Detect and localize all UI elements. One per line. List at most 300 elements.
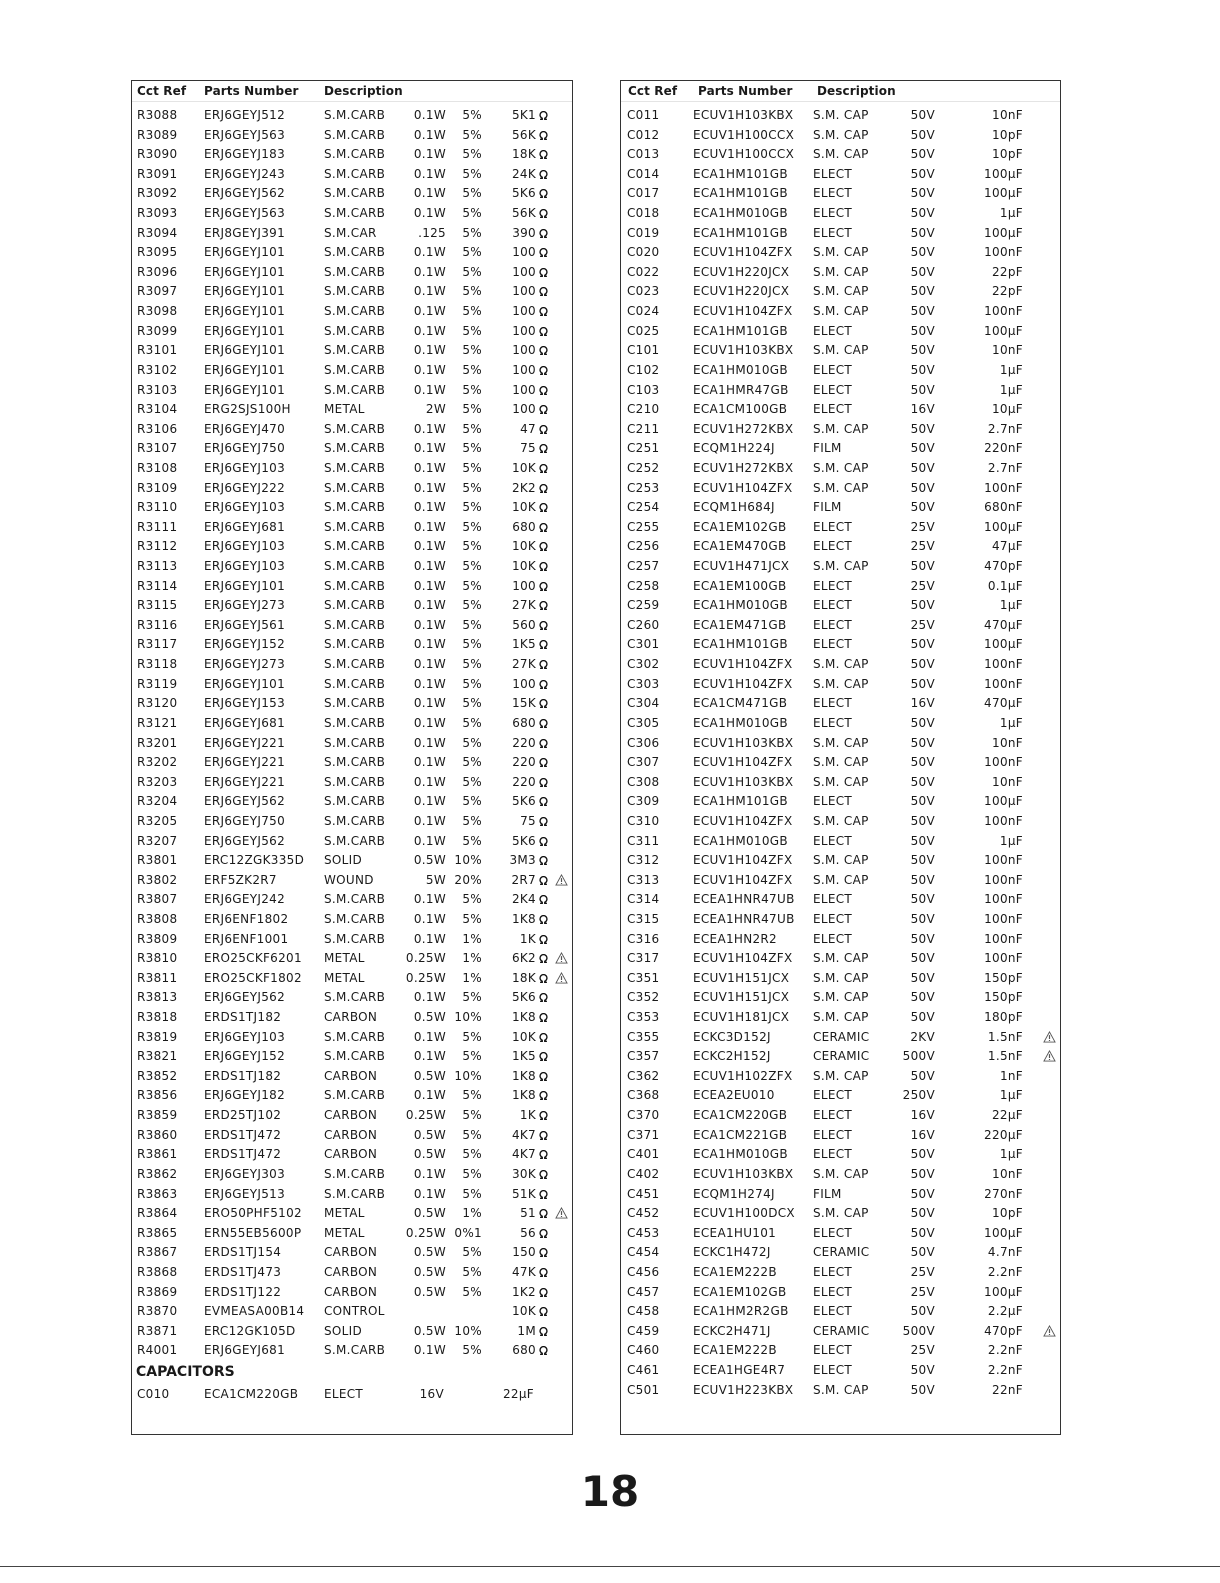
table-row bbox=[132, 714, 572, 734]
parts-number: ECUV1H104ZFX bbox=[693, 657, 793, 672]
description: METAL bbox=[324, 951, 365, 966]
parts-number: ERO25CKF1802 bbox=[204, 970, 302, 985]
rating: 0.1W bbox=[413, 1088, 446, 1103]
value: 4.7nF bbox=[987, 1245, 1023, 1260]
table-row bbox=[132, 400, 572, 420]
rating: 0.1W bbox=[413, 284, 446, 299]
cct-ref: C355 bbox=[627, 1029, 660, 1044]
cct-ref: C315 bbox=[627, 911, 660, 926]
rating: 0.1W bbox=[413, 166, 446, 181]
parts-number: ECUV1H104ZFX bbox=[693, 676, 793, 691]
cct-ref: R3088 bbox=[137, 108, 178, 122]
parts-number: ERJ6GEYJ562 bbox=[204, 186, 286, 201]
rating: 0.5W bbox=[413, 1127, 446, 1142]
parts-number: ECA1EM100GB bbox=[693, 578, 787, 593]
table-row bbox=[621, 832, 1060, 852]
cct-ref: C351 bbox=[627, 970, 660, 985]
tolerance: 1% bbox=[462, 970, 482, 985]
table-row bbox=[621, 930, 1060, 950]
rating: 0.1W bbox=[413, 245, 446, 260]
value: 100 bbox=[512, 284, 536, 299]
table-row bbox=[621, 1086, 1060, 1106]
rating: 50V bbox=[910, 833, 935, 848]
cct-ref: C301 bbox=[627, 637, 660, 652]
description: S.M.CARB bbox=[324, 460, 386, 475]
table-row bbox=[621, 518, 1060, 538]
rating: 50V bbox=[910, 1206, 935, 1221]
cct-ref: R3102 bbox=[137, 362, 178, 377]
description: CERAMIC bbox=[813, 1323, 870, 1338]
rating: 50V bbox=[910, 362, 935, 377]
tolerance: 5% bbox=[462, 127, 482, 142]
cct-ref: R3810 bbox=[137, 951, 178, 966]
table-row bbox=[621, 1106, 1060, 1126]
cct-ref: R3811 bbox=[137, 970, 178, 985]
value: 10nF bbox=[992, 108, 1023, 122]
cct-ref: R3802 bbox=[137, 872, 178, 887]
cct-ref: C253 bbox=[627, 480, 660, 495]
cct-ref: C402 bbox=[627, 1166, 660, 1181]
cct-ref: R3115 bbox=[137, 598, 178, 613]
cct-ref: C014 bbox=[627, 166, 660, 181]
value: 100µF bbox=[984, 1225, 1023, 1240]
parts-number: ERF5ZK2R7 bbox=[204, 872, 277, 887]
table-row bbox=[621, 1224, 1060, 1244]
value: 10pF bbox=[992, 127, 1023, 142]
rating: 50V bbox=[910, 147, 935, 162]
table-row bbox=[132, 420, 572, 440]
description: S.M.CARB bbox=[324, 911, 386, 926]
rating: 0.1W bbox=[413, 813, 446, 828]
cct-ref: C017 bbox=[627, 186, 660, 201]
parts-number: ECEA1HNR47UB bbox=[693, 911, 795, 926]
cct-ref: C103 bbox=[627, 382, 660, 397]
parts-number: ECUV1H151JCX bbox=[693, 970, 790, 985]
rating: 16V bbox=[910, 402, 935, 417]
parts-number: ECUV1H220JCX bbox=[693, 264, 790, 279]
cct-ref: R3112 bbox=[137, 539, 178, 554]
tolerance: 20% bbox=[454, 872, 482, 887]
rating: 50V bbox=[910, 637, 935, 652]
value: 5K6 bbox=[511, 833, 536, 848]
parts-number: ERJ6GEYJ221 bbox=[204, 774, 286, 789]
tolerance: 5% bbox=[462, 1166, 482, 1181]
parts-number: ERDS1TJ154 bbox=[204, 1245, 282, 1260]
cct-ref: C370 bbox=[627, 1108, 660, 1123]
parts-number: ECUV1H104ZFX bbox=[693, 853, 793, 868]
parts-number: ERJ6GEYJ303 bbox=[204, 1166, 286, 1181]
value: 100nF bbox=[984, 657, 1023, 672]
description: ELECT bbox=[813, 323, 853, 338]
value: 220µF bbox=[984, 1127, 1023, 1142]
tolerance: 5% bbox=[462, 578, 482, 593]
table-row bbox=[621, 1008, 1060, 1028]
cct-ref: R3114 bbox=[137, 578, 178, 593]
description: S.M. CAP bbox=[813, 1166, 869, 1181]
value: 47K bbox=[511, 1264, 536, 1279]
table-row bbox=[621, 988, 1060, 1008]
value: 100 bbox=[512, 676, 536, 691]
description: ELECT bbox=[813, 206, 853, 221]
rating: 50V bbox=[910, 284, 935, 299]
tolerance: 5% bbox=[462, 715, 482, 730]
table-row bbox=[621, 792, 1060, 812]
capacitor-parts-table bbox=[620, 80, 1061, 1435]
tolerance: 5% bbox=[462, 637, 482, 652]
table-row bbox=[132, 126, 572, 146]
tolerance: 5% bbox=[462, 245, 482, 260]
ohm-icon bbox=[539, 1327, 548, 1336]
table-row bbox=[132, 1067, 572, 1087]
parts-number: ECUV1H104ZFX bbox=[693, 755, 793, 770]
table-row bbox=[621, 243, 1060, 263]
description: S.M. CAP bbox=[813, 990, 869, 1005]
value: 100 bbox=[512, 402, 536, 417]
description: S.M. CAP bbox=[813, 108, 869, 122]
description: S.M. CAP bbox=[813, 872, 869, 887]
ohm-icon bbox=[539, 307, 548, 316]
cct-ref: R3801 bbox=[137, 853, 178, 868]
rating: 50V bbox=[910, 480, 935, 495]
cct-ref: R3118 bbox=[137, 657, 178, 672]
parts-number: ECA1HM101GB bbox=[693, 225, 788, 240]
parts-number: ERJ6GEYJ153 bbox=[204, 696, 286, 711]
cct-ref: R3092 bbox=[137, 186, 178, 201]
parts-number: ERO50PHF5102 bbox=[204, 1206, 302, 1221]
rating: 50V bbox=[910, 1186, 935, 1201]
cct-ref: R3091 bbox=[137, 166, 178, 181]
warning-icon bbox=[1043, 1050, 1056, 1062]
tolerance: 5% bbox=[462, 284, 482, 299]
cct-ref: R3202 bbox=[137, 755, 178, 770]
description: S.M.CARB bbox=[324, 539, 386, 554]
rating: 25V bbox=[910, 1343, 935, 1358]
cct-ref: C023 bbox=[627, 284, 660, 299]
table-row bbox=[132, 302, 572, 322]
value: 1K5 bbox=[511, 1049, 536, 1064]
ohm-icon bbox=[539, 582, 548, 591]
table-row bbox=[621, 479, 1060, 499]
description: S.M.CARB bbox=[324, 813, 386, 828]
parts-number: ECUV1H181JCX bbox=[693, 1010, 790, 1025]
table-row bbox=[132, 1341, 572, 1361]
table-row bbox=[621, 734, 1060, 754]
description: ELECT bbox=[813, 794, 853, 809]
rating: 0.1W bbox=[413, 362, 446, 377]
parts-number: ERJ6GEYJ183 bbox=[204, 147, 286, 162]
tolerance: 5% bbox=[462, 225, 482, 240]
parts-number: ECA1EM471GB bbox=[693, 617, 787, 632]
cct-ref: R3207 bbox=[137, 833, 178, 848]
parts-number: ERD25TJ102 bbox=[204, 1108, 282, 1123]
cct-ref: C303 bbox=[627, 676, 660, 691]
rating: 50V bbox=[910, 421, 935, 436]
value: 100 bbox=[512, 323, 536, 338]
table-row bbox=[621, 890, 1060, 910]
value: 150 bbox=[512, 1245, 536, 1260]
cct-ref: R3852 bbox=[137, 1068, 178, 1083]
value: 10K bbox=[511, 539, 536, 554]
cct-ref: R3113 bbox=[137, 559, 178, 574]
table-row bbox=[132, 1224, 572, 1244]
value: 150pF bbox=[984, 990, 1023, 1005]
rating: 0.25W bbox=[405, 951, 446, 966]
table-row bbox=[132, 596, 572, 616]
value: 0.1µF bbox=[987, 578, 1023, 593]
value: 5K1 bbox=[511, 108, 536, 122]
rating: 0.1W bbox=[413, 696, 446, 711]
table-row bbox=[132, 577, 572, 597]
table-row bbox=[621, 655, 1060, 675]
tolerance: 5% bbox=[462, 676, 482, 691]
parts-number: ECA1HM010GB bbox=[693, 206, 788, 221]
rating: 50V bbox=[910, 1382, 935, 1397]
value: 22pF bbox=[992, 284, 1023, 299]
parts-number: ECA1HM010GB bbox=[693, 1147, 788, 1162]
value: 1µF bbox=[999, 1147, 1023, 1162]
cct-ref: R3108 bbox=[137, 460, 178, 475]
table-row bbox=[132, 518, 572, 538]
description: S.M.CARB bbox=[324, 382, 386, 397]
cct-ref: C304 bbox=[627, 696, 660, 711]
parts-number: ERJ6GEYJ101 bbox=[204, 304, 286, 319]
rating: 0.1W bbox=[413, 1029, 446, 1044]
value: 10pF bbox=[992, 147, 1023, 162]
tolerance: 1% bbox=[462, 1206, 482, 1221]
description: ELECT bbox=[813, 1284, 853, 1299]
parts-number: ECUV1H104ZFX bbox=[693, 245, 793, 260]
table-row bbox=[132, 1028, 572, 1048]
parts-number: ERJ6GEYJ103 bbox=[204, 1029, 286, 1044]
table-row bbox=[132, 930, 572, 950]
rating: 0.1W bbox=[413, 657, 446, 672]
rating: 50V bbox=[910, 323, 935, 338]
description: S.M.CARB bbox=[324, 598, 386, 613]
ohm-icon bbox=[539, 1170, 548, 1179]
ohm-icon bbox=[539, 170, 548, 179]
parts-number: ECA1HM101GB bbox=[693, 166, 788, 181]
rating: 0.1W bbox=[413, 264, 446, 279]
parts-number: ERJ6GEYJ562 bbox=[204, 833, 286, 848]
description: S.M. CAP bbox=[813, 970, 869, 985]
value: 220 bbox=[512, 735, 536, 750]
cct-ref: C011 bbox=[627, 108, 660, 122]
parts-number: ERJ6GEYJ103 bbox=[204, 460, 286, 475]
value: 6K2 bbox=[511, 951, 536, 966]
description: S.M.CARB bbox=[324, 735, 386, 750]
table-row bbox=[132, 616, 572, 636]
ohm-icon bbox=[539, 680, 548, 689]
rating: 0.1W bbox=[413, 715, 446, 730]
cct-ref: R3104 bbox=[137, 402, 178, 417]
description: ELECT bbox=[813, 598, 853, 613]
parts-number: ECA1EM102GB bbox=[693, 519, 787, 534]
description: S.M. CAP bbox=[813, 264, 869, 279]
table-row bbox=[132, 537, 572, 557]
value: 18K bbox=[511, 970, 536, 985]
value: 680 bbox=[512, 1343, 536, 1358]
value: 22µF bbox=[991, 1108, 1023, 1123]
ohm-icon bbox=[539, 229, 548, 238]
description: ELECT bbox=[813, 362, 853, 377]
description: S.M.CARB bbox=[324, 206, 386, 221]
table-row bbox=[132, 1263, 572, 1283]
cct-ref: R3121 bbox=[137, 715, 178, 730]
table-row bbox=[621, 871, 1060, 891]
cct-ref: C461 bbox=[627, 1363, 660, 1377]
value: 1K8 bbox=[511, 1010, 536, 1025]
description: S.M. CAP bbox=[813, 1010, 869, 1025]
rating: 250V bbox=[902, 1088, 935, 1103]
parts-number: ERJ6GEYJ561 bbox=[204, 617, 286, 632]
rating: 50V bbox=[910, 1225, 935, 1240]
cct-ref: C452 bbox=[627, 1206, 660, 1221]
table-row bbox=[132, 479, 572, 499]
description: S.M.CARB bbox=[324, 1166, 386, 1181]
table-row bbox=[132, 1165, 572, 1185]
value: 10K bbox=[511, 1029, 536, 1044]
rating: 0.25W bbox=[405, 1108, 446, 1123]
parts-number: ERJ6GEYJ563 bbox=[204, 127, 286, 142]
ohm-icon bbox=[539, 1288, 548, 1297]
table-row bbox=[132, 459, 572, 479]
table-row bbox=[132, 910, 572, 930]
parts-number: ERJ6GEYJ470 bbox=[204, 421, 286, 436]
description: S.M. CAP bbox=[813, 421, 869, 436]
warning-icon bbox=[555, 972, 568, 984]
tolerance: 5% bbox=[462, 500, 482, 515]
table-row bbox=[132, 635, 572, 655]
tolerance: 5% bbox=[462, 441, 482, 456]
description: S.M.CARB bbox=[324, 304, 386, 319]
description: S.M.CARB bbox=[324, 559, 386, 574]
description: S.M.CARB bbox=[324, 441, 386, 456]
value: 24K bbox=[511, 166, 536, 181]
ohm-icon bbox=[539, 1150, 548, 1159]
value: 75 bbox=[520, 813, 536, 828]
left-rows bbox=[132, 106, 572, 1405]
description: CARBON bbox=[324, 1245, 378, 1260]
parts-number: ECUV1H100DCX bbox=[693, 1206, 795, 1221]
rating: 0.1W bbox=[413, 304, 446, 319]
cct-ref: C401 bbox=[627, 1147, 660, 1162]
table-row bbox=[621, 1204, 1060, 1224]
ohm-icon bbox=[539, 189, 548, 198]
description: ELECT bbox=[813, 1127, 853, 1142]
tolerance: 10% bbox=[454, 1068, 482, 1083]
cct-ref: R3093 bbox=[137, 206, 178, 221]
cct-ref: R3089 bbox=[137, 127, 178, 142]
parts-number: ECUV1H223KBX bbox=[693, 1382, 794, 1397]
table-row bbox=[621, 1185, 1060, 1205]
parts-number: ECA1HM010GB bbox=[693, 598, 788, 613]
value: 1K8 bbox=[511, 1088, 536, 1103]
rating: .125 bbox=[418, 225, 446, 240]
table-row bbox=[621, 145, 1060, 165]
resistor-parts-table bbox=[131, 80, 573, 1435]
tolerance: 5% bbox=[462, 304, 482, 319]
cct-ref: C305 bbox=[627, 715, 660, 730]
table-row bbox=[621, 557, 1060, 577]
cct-ref: R3201 bbox=[137, 735, 178, 750]
cct-ref: C102 bbox=[627, 362, 660, 377]
value: 27K bbox=[511, 598, 536, 613]
cct-ref: C306 bbox=[627, 735, 660, 750]
cct-ref: C211 bbox=[627, 421, 660, 436]
ohm-icon bbox=[539, 837, 548, 846]
ohm-icon bbox=[539, 405, 548, 414]
value: 100 bbox=[512, 304, 536, 319]
cct-ref: R3809 bbox=[137, 931, 178, 946]
cct-ref: R3813 bbox=[137, 990, 178, 1005]
tolerance: 5% bbox=[462, 108, 482, 122]
value: 51K bbox=[511, 1186, 536, 1201]
cct-ref: C314 bbox=[627, 892, 660, 907]
rating: 0.1W bbox=[413, 323, 446, 338]
value: 4K7 bbox=[511, 1147, 536, 1162]
rating: 16V bbox=[419, 1387, 444, 1401]
value: 100nF bbox=[984, 911, 1023, 926]
tolerance: 5% bbox=[462, 1186, 482, 1201]
tolerance: 10% bbox=[454, 1323, 482, 1338]
rating: 16V bbox=[910, 696, 935, 711]
description: ELECT bbox=[813, 1108, 853, 1123]
description: S.M.CARB bbox=[324, 794, 386, 809]
description: ELECT bbox=[813, 402, 853, 417]
table-row bbox=[621, 851, 1060, 871]
tolerance: 5% bbox=[462, 617, 482, 632]
value: 470µF bbox=[984, 617, 1023, 632]
table-row bbox=[621, 341, 1060, 361]
table-row bbox=[621, 184, 1060, 204]
parts-number: ECUV1H220JCX bbox=[693, 284, 790, 299]
description: ELECT bbox=[813, 166, 853, 181]
cct-ref: R3856 bbox=[137, 1088, 178, 1103]
description: ELECT bbox=[813, 715, 853, 730]
value: 680 bbox=[512, 519, 536, 534]
table-row bbox=[132, 1145, 572, 1165]
parts-number: ECEA1HN2R2 bbox=[693, 931, 777, 946]
tolerance: 5% bbox=[462, 480, 482, 495]
value: 1K8 bbox=[511, 911, 536, 926]
value: 100nF bbox=[984, 245, 1023, 260]
cct-ref: C257 bbox=[627, 559, 660, 574]
rating: 50V bbox=[910, 657, 935, 672]
ohm-icon bbox=[539, 248, 548, 257]
table-row bbox=[132, 381, 572, 401]
value: 2.2nF bbox=[987, 1264, 1023, 1279]
value: 5K6 bbox=[511, 794, 536, 809]
table-row bbox=[621, 439, 1060, 459]
table-row bbox=[132, 832, 572, 852]
ohm-icon bbox=[539, 386, 548, 395]
table-row bbox=[621, 694, 1060, 714]
ohm-icon bbox=[539, 150, 548, 159]
parts-number: ECA1HM010GB bbox=[693, 715, 788, 730]
rating: 50V bbox=[910, 598, 935, 613]
table-row bbox=[621, 949, 1060, 969]
rating: 50V bbox=[910, 1166, 935, 1181]
value: 100nF bbox=[984, 931, 1023, 946]
rating: 0.5W bbox=[413, 1068, 446, 1083]
description: SOLID bbox=[324, 853, 363, 868]
parts-number: ECUV1H103KBX bbox=[693, 735, 794, 750]
description: S.M.CARB bbox=[324, 284, 386, 299]
description: S.M. CAP bbox=[813, 1382, 869, 1397]
cct-ref: C368 bbox=[627, 1088, 660, 1103]
table-row bbox=[621, 616, 1060, 636]
table-row bbox=[621, 635, 1060, 655]
